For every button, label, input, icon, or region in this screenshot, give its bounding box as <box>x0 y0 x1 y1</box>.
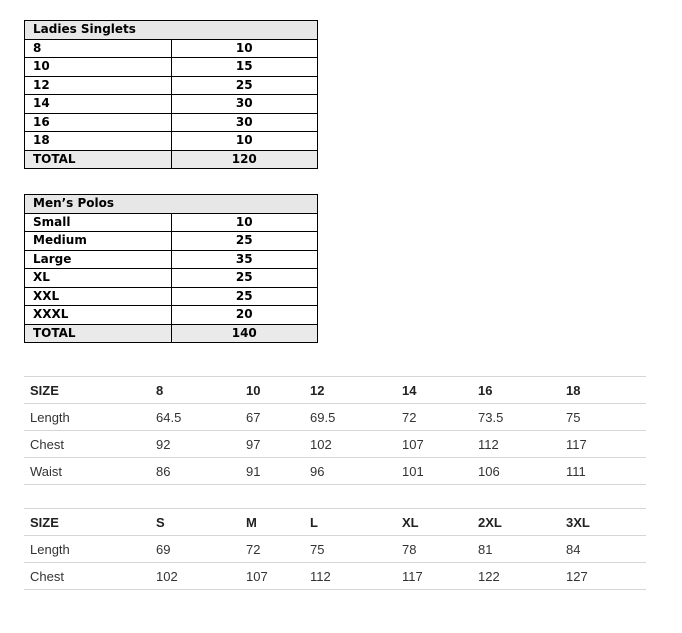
table-row <box>25 306 318 325</box>
table-cell: 69 <box>150 536 240 563</box>
table-cell: 106 <box>472 458 560 485</box>
header-cell: S <box>150 509 240 536</box>
size-header-row <box>24 509 646 536</box>
size-cell: Medium <box>25 232 172 251</box>
table-row <box>24 536 646 563</box>
table-row <box>25 95 318 114</box>
ladies-singlets-table <box>24 20 318 169</box>
header-cell: 10 <box>240 377 304 404</box>
table-title: Ladies Singlets <box>25 21 318 40</box>
table-cell: 73.5 <box>472 404 560 431</box>
table-cell: 91 <box>240 458 304 485</box>
total-row <box>25 324 318 343</box>
size-header-row <box>24 377 646 404</box>
header-cell: 3XL <box>560 509 646 536</box>
table-cell: 97 <box>240 431 304 458</box>
mens-polos-table <box>24 194 318 343</box>
table-cell: 86 <box>150 458 240 485</box>
table-cell: 69.5 <box>304 404 396 431</box>
header-cell: 2XL <box>472 509 560 536</box>
table-row <box>24 458 646 485</box>
table-title-row <box>25 195 318 214</box>
header-cell: 8 <box>150 377 240 404</box>
total-label: TOTAL <box>25 324 172 343</box>
table-cell: 111 <box>560 458 646 485</box>
table-cell: 117 <box>396 563 472 590</box>
size-cell: 18 <box>25 132 172 151</box>
table-cell: 84 <box>560 536 646 563</box>
table-row <box>24 404 646 431</box>
total-label: TOTAL <box>25 150 172 169</box>
total-value: 120 <box>171 150 318 169</box>
row-label: Length <box>24 404 150 431</box>
size-cell: Small <box>25 213 172 232</box>
table-row <box>25 287 318 306</box>
row-label: Length <box>24 536 150 563</box>
table-title-row <box>25 21 318 40</box>
quantity-cell: 25 <box>171 287 318 306</box>
table-row <box>24 563 646 590</box>
quantity-cell: 10 <box>171 39 318 58</box>
table-row <box>25 213 318 232</box>
table-row <box>25 132 318 151</box>
quantity-cell: 35 <box>171 250 318 269</box>
size-cell: XXXL <box>25 306 172 325</box>
table-row <box>25 250 318 269</box>
table-cell: 92 <box>150 431 240 458</box>
table-cell: 102 <box>304 431 396 458</box>
quantity-cell: 25 <box>171 269 318 288</box>
header-cell: 12 <box>304 377 396 404</box>
header-cell: 16 <box>472 377 560 404</box>
mens-size-chart <box>24 508 646 590</box>
quantity-cell: 25 <box>171 76 318 95</box>
header-cell: 18 <box>560 377 646 404</box>
table-cell: 112 <box>472 431 560 458</box>
table-cell: 127 <box>560 563 646 590</box>
table-cell: 96 <box>304 458 396 485</box>
quantity-cell: 10 <box>171 213 318 232</box>
size-cell: 8 <box>25 39 172 58</box>
table-cell: 107 <box>396 431 472 458</box>
table-row <box>25 269 318 288</box>
table-cell: 101 <box>396 458 472 485</box>
table-row <box>25 232 318 251</box>
quantity-cell: 25 <box>171 232 318 251</box>
table-row <box>25 113 318 132</box>
table-cell: 107 <box>240 563 304 590</box>
table-row <box>24 431 646 458</box>
quantity-cell: 15 <box>171 58 318 77</box>
table-cell: 117 <box>560 431 646 458</box>
table-row <box>25 58 318 77</box>
size-cell: 14 <box>25 95 172 114</box>
quantity-cell: 10 <box>171 132 318 151</box>
table-cell: 81 <box>472 536 560 563</box>
table-row <box>25 76 318 95</box>
header-cell: L <box>304 509 396 536</box>
size-cell: Large <box>25 250 172 269</box>
total-value: 140 <box>171 324 318 343</box>
size-cell: 12 <box>25 76 172 95</box>
quantity-cell: 30 <box>171 95 318 114</box>
header-cell: SIZE <box>24 377 150 404</box>
table-cell: 112 <box>304 563 396 590</box>
table-cell: 102 <box>150 563 240 590</box>
size-cell: 16 <box>25 113 172 132</box>
table-cell: 122 <box>472 563 560 590</box>
table-row <box>25 39 318 58</box>
table-cell: 75 <box>304 536 396 563</box>
quantity-cell: 20 <box>171 306 318 325</box>
size-cell: XL <box>25 269 172 288</box>
total-row <box>25 150 318 169</box>
table-title: Men’s Polos <box>25 195 318 214</box>
size-cell: XXL <box>25 287 172 306</box>
table-cell: 72 <box>240 536 304 563</box>
table-cell: 72 <box>396 404 472 431</box>
table-cell: 75 <box>560 404 646 431</box>
header-cell: SIZE <box>24 509 150 536</box>
row-label: Waist <box>24 458 150 485</box>
table-cell: 64.5 <box>150 404 240 431</box>
womens-size-chart <box>24 376 646 485</box>
header-cell: XL <box>396 509 472 536</box>
quantity-cell: 30 <box>171 113 318 132</box>
header-cell: 14 <box>396 377 472 404</box>
table-cell: 78 <box>396 536 472 563</box>
size-cell: 10 <box>25 58 172 77</box>
header-cell: M <box>240 509 304 536</box>
row-label: Chest <box>24 431 150 458</box>
row-label: Chest <box>24 563 150 590</box>
table-cell: 67 <box>240 404 304 431</box>
